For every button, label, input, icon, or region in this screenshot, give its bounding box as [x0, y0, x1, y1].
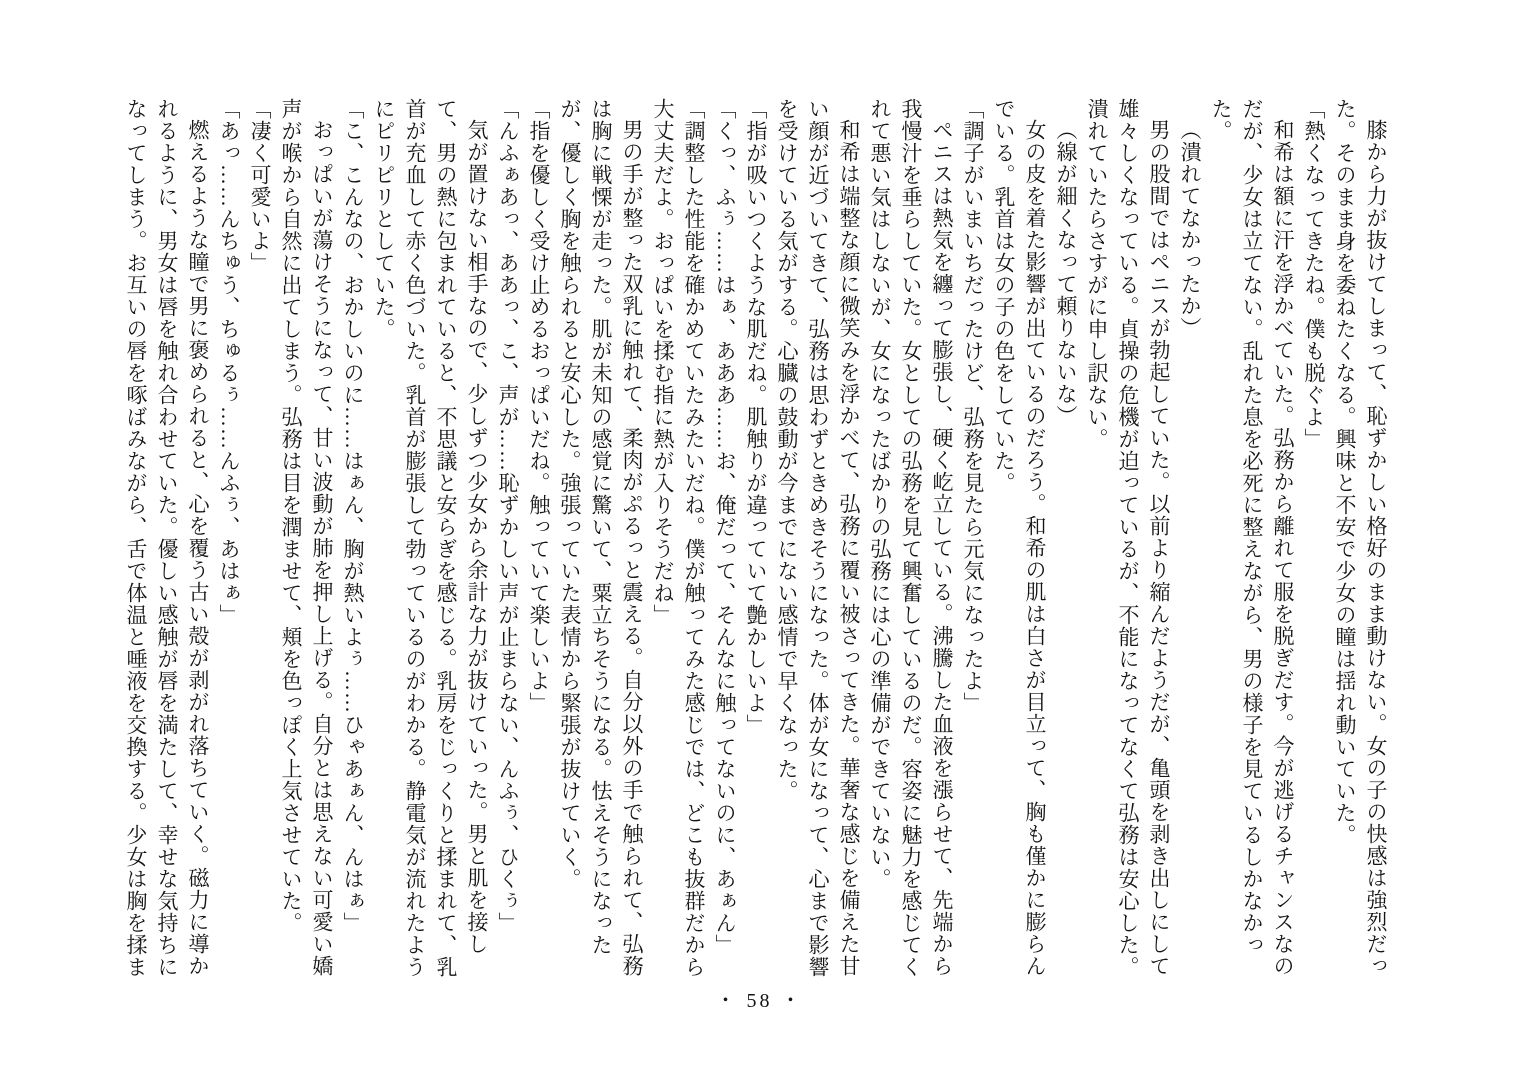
- paragraph: 膝から力が抜けてしまって、恥ずかしい格好のまま動けない。女の子の快感は強烈だった。そのまま身を委ねたくなる。興味と不安で少女の瞳は揺れ動いていた。: [1333, 98, 1388, 977]
- page-number: ・ 58 ・: [715, 990, 804, 1012]
- paragraph: 和希は端整な顔に微笑みを浮かべて、弘務に覆い被さってきた。華奢な感じを備えた甘い顔が近づいてきて、弘務は思わずときめきそうになった。体が女になって、心まで影響を受けている気がする。心臓の鼓動が今までにない感情で早くなった。: [775, 98, 861, 978]
- paragraph: 「熱くなってきたね。僕も脱ぐよ」: [1302, 98, 1326, 450]
- paragraph: （線が細くなって頼りないな）: [1054, 119, 1078, 427]
- paragraph: 「調整した性能を確かめていたみたいだね。僕が触ってみた感じでは、どこも抜群だから大丈夫だよ。おっぱいを揉む指に熱が入りそうだね」: [651, 98, 706, 978]
- paragraph: 燃えるような瞳で男に褒められると、心を覆う古い殻が剥がれ落ちていく。磁力に導かれるように、男女は唇を触れ合わせていた。優しい感触が唇を満たして、幸せな気持ちになってしまう。お互いの唇を啄ばみながら、舌で体温と唾液を交換する。少女は胸を揉ま: [124, 98, 210, 978]
- novel-text-block: [120, 98, 1391, 986]
- paragraph: 「指を優しく受け止めるおっぱいだね。触っていて楽しいよ」: [527, 98, 551, 714]
- paragraph: 「んふぁあっ、ああっ、こ、声が……恥ずかしい声が止まらない、んふぅ、ひくぅ」: [496, 98, 520, 934]
- paragraph: 女の皮を着た影響が出ているのだろう。和希の肌は白さが目立って、胸も僅かに膨らんでいる。乳首は女の子の色をしていた。: [992, 98, 1047, 977]
- paragraph: （潰れてなかったか）: [1178, 119, 1202, 339]
- paragraph: 「凄く可愛いよ」: [248, 98, 272, 274]
- paragraph: 「調子がいまいちだったけど、弘務を見たら元気になったよ」: [961, 98, 985, 714]
- paragraph: 男の股間ではペニスが勃起していた。以前より縮んだようだが、亀頭を剥き出しにして雄々しくなっている。貞操の危機が迫っているが、不能になってなくて弘務は安心した。潰れていたらさすがに申し訳ない。: [1085, 98, 1171, 978]
- paragraph: 男の手が整った双乳に触れて、柔肉がぷるっと震える。自分以外の手で触られて、弘務は胸に戦慄が走った。肌が未知の感覚に驚いて、粟立ちそうになる。怯えそうになったが、優しく胸を触られると安心した。強張っていた表情から緊張が抜けていく。: [558, 98, 644, 977]
- paragraph: 気が置けない相手なので、少しずつ少女から余計な力が抜けていった。男と肌を接して、男の熱に包まれていると、不思議と安らぎを感じる。乳房をじっくりと揉まれて、乳首が充血して赤く色づいた。乳首が膨張して勃っているのがわかる。静電気が流れたようにピリピリとしていた。: [372, 98, 489, 978]
- paragraph: 「こ、こんなの、おかしいのに……はぁん、胸が熱いよぅ……ひゃあぁん、んはぁ」: [341, 98, 365, 934]
- paragraph: 「くっ、ふぅ……はぁ、あああ……お、俺だって、そんなに触ってないのに、あぁん」: [713, 98, 737, 956]
- paragraph: 「指が吸いつくような肌だね。肌触りが違っていて艶かしいよ」: [744, 98, 768, 736]
- paragraph: おっぱいが蕩けそうになって、甘い波動が肺を押し上げる。自分とは思えない可愛い嬌声が喉から自然に出てしまう。弘務は目を潤ませて、頬を色っぽく上気させていた。: [279, 98, 334, 977]
- paragraph: 和希は額に汗を浮かべていた。弘務から離れて服を脱ぎだす。今が逃げるチャンスなのだが、少女は立てない。乱れた息を必死に整えながら、男の様子を見ているしかなかった。: [1209, 98, 1295, 977]
- paragraph: 「あっ……んちゅう、ちゅるぅ……んふぅ、あはぁ」: [217, 98, 241, 626]
- paragraph: ペニスは熱気を纏って膨張し、硬く屹立している。沸騰した血液を漲らせて、先端から我慢汁を垂らしていた。女としての弘務を見て興奮しているのだ。容姿に魅力を感じてくれて悪い気はしないが、女になったばかりの弘務には心の準備ができていない。: [868, 98, 954, 978]
